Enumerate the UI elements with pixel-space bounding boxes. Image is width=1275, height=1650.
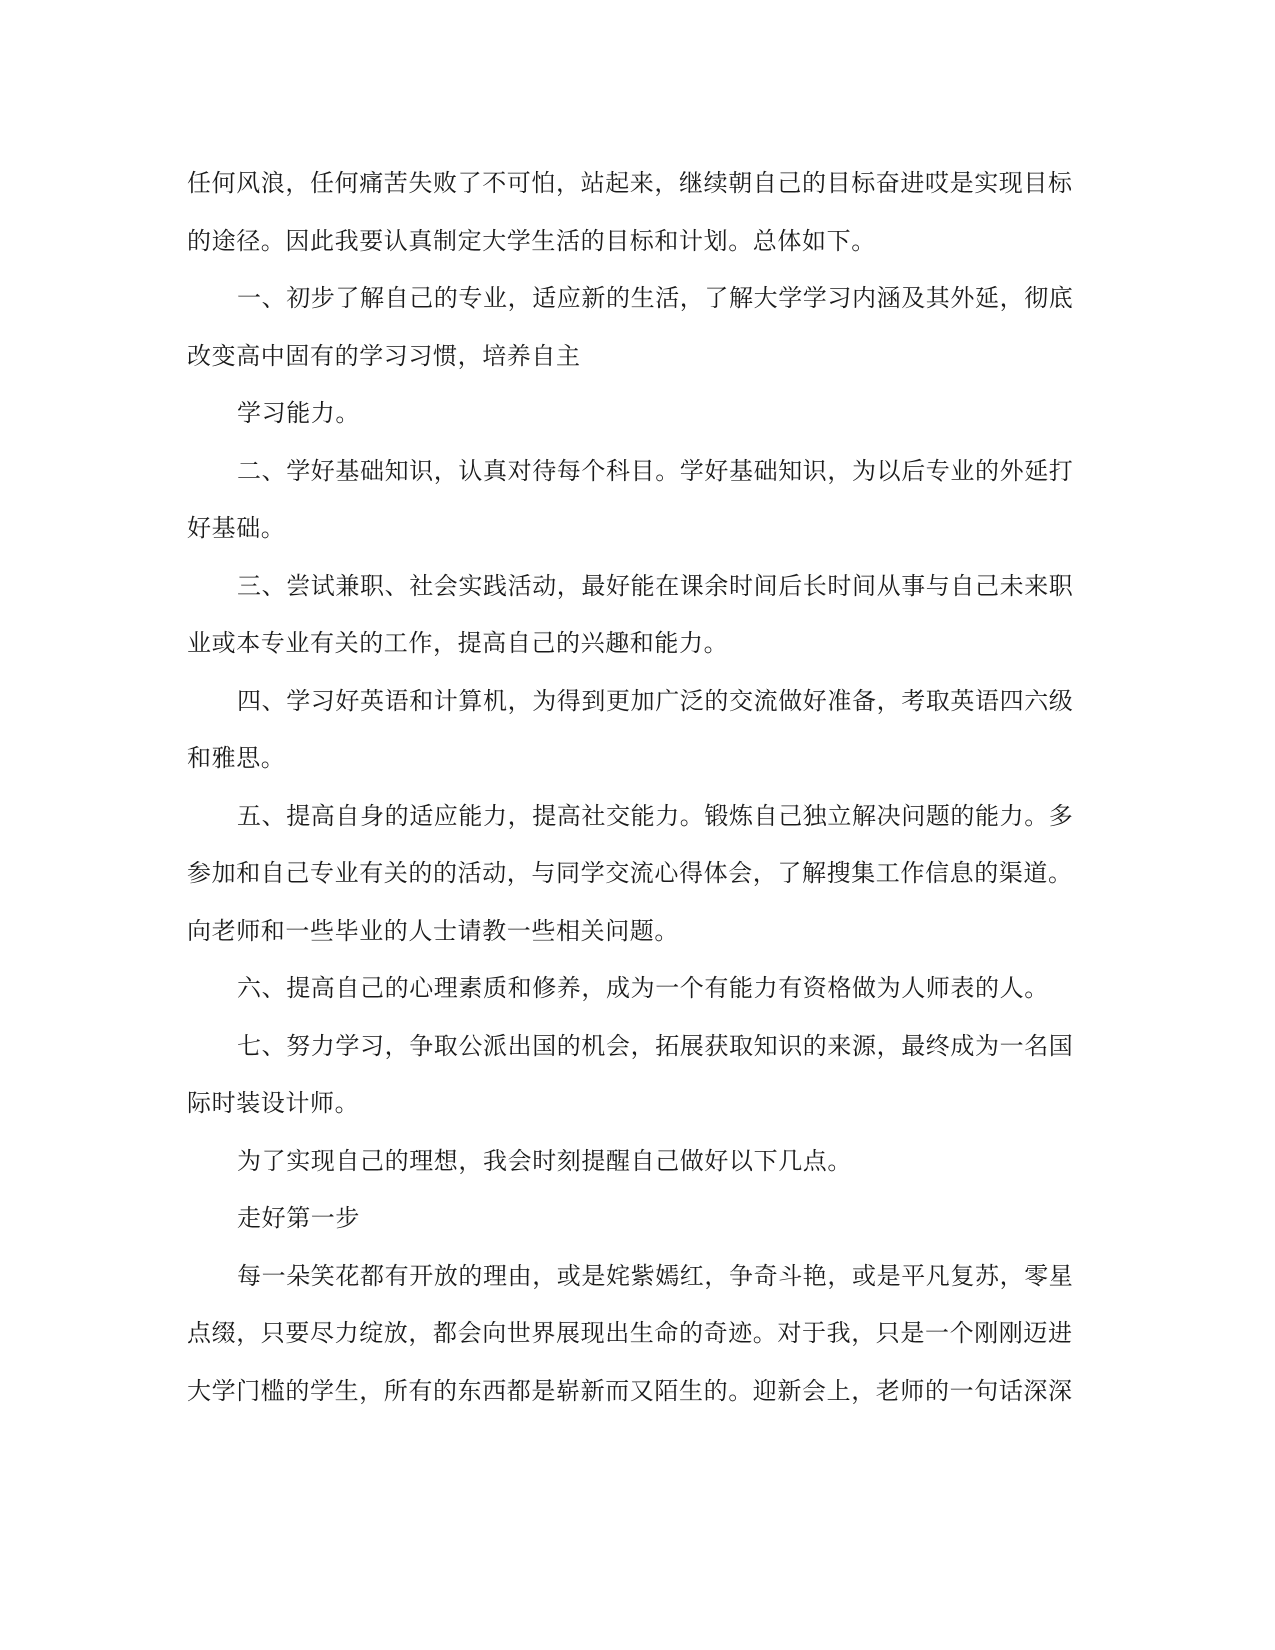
text-line: 的途径。因此我要认真制定大学生活的目标和计划。总体如下。 xyxy=(187,227,876,255)
text-line: 一、初步了解自己的专业，适应新的生活，了解大学学习内涵及其外延，彻底 xyxy=(237,284,1074,312)
text-line: 际时装设计师。 xyxy=(187,1089,360,1117)
text-line: 点缀，只要尽力绽放，都会向世界展现出生命的奇迹。对于我，只是一个刚刚迈进 xyxy=(187,1319,1073,1347)
text-line: 四、学习好英语和计算机，为得到更加广泛的交流做好准备，考取英语四六级 xyxy=(237,687,1074,715)
text-line: 向老师和一些毕业的人士请教一些相关问题。 xyxy=(187,917,679,945)
text-line: 六、提高自己的心理素质和修养，成为一个有能力有资格做为人师表的人。 xyxy=(237,974,1049,1002)
text-line: 任何风浪，任何痛苦失败了不可怕，站起来，继续朝自己的目标奋进哎是实现目标 xyxy=(187,169,1073,197)
text-line: 二、学好基础知识，认真对待每个科目。学好基础知识，为以后专业的外延打 xyxy=(237,457,1074,485)
text-line: 七、努力学习，争取公派出国的机会，拓展获取知识的来源，最终成为一名国 xyxy=(237,1032,1074,1060)
text-line: 每一朵笑花都有开放的理由，或是姹紫嫣红，争奇斗艳，或是平凡复苏，零星 xyxy=(237,1262,1074,1290)
text-line: 和雅思。 xyxy=(187,744,286,772)
text-line: 五、提高自身的适应能力，提高社交能力。锻炼自己独立解决问题的能力。多 xyxy=(237,802,1074,830)
text-line: 走好第一步 xyxy=(237,1204,360,1232)
text-line: 业或本专业有关的工作，提高自己的兴趣和能力。 xyxy=(187,629,729,657)
text-line: 学习能力。 xyxy=(237,399,360,427)
text-line: 为了实现自己的理想，我会时刻提醒自己做好以下几点。 xyxy=(237,1147,852,1175)
text-line: 三、尝试兼职、社会实践活动，最好能在课余时间后长时间从事与自己未来职 xyxy=(237,572,1074,600)
text-line: 大学门槛的学生，所有的东西都是崭新而又陌生的。迎新会上，老师的一句话深深 xyxy=(187,1377,1073,1405)
text-line: 好基础。 xyxy=(187,514,286,542)
text-line: 改变高中固有的学习习惯，培养自主 xyxy=(187,342,581,370)
text-line: 参加和自己专业有关的的活动，与同学交流心得体会，了解搜集工作信息的渠道。 xyxy=(187,859,1073,887)
